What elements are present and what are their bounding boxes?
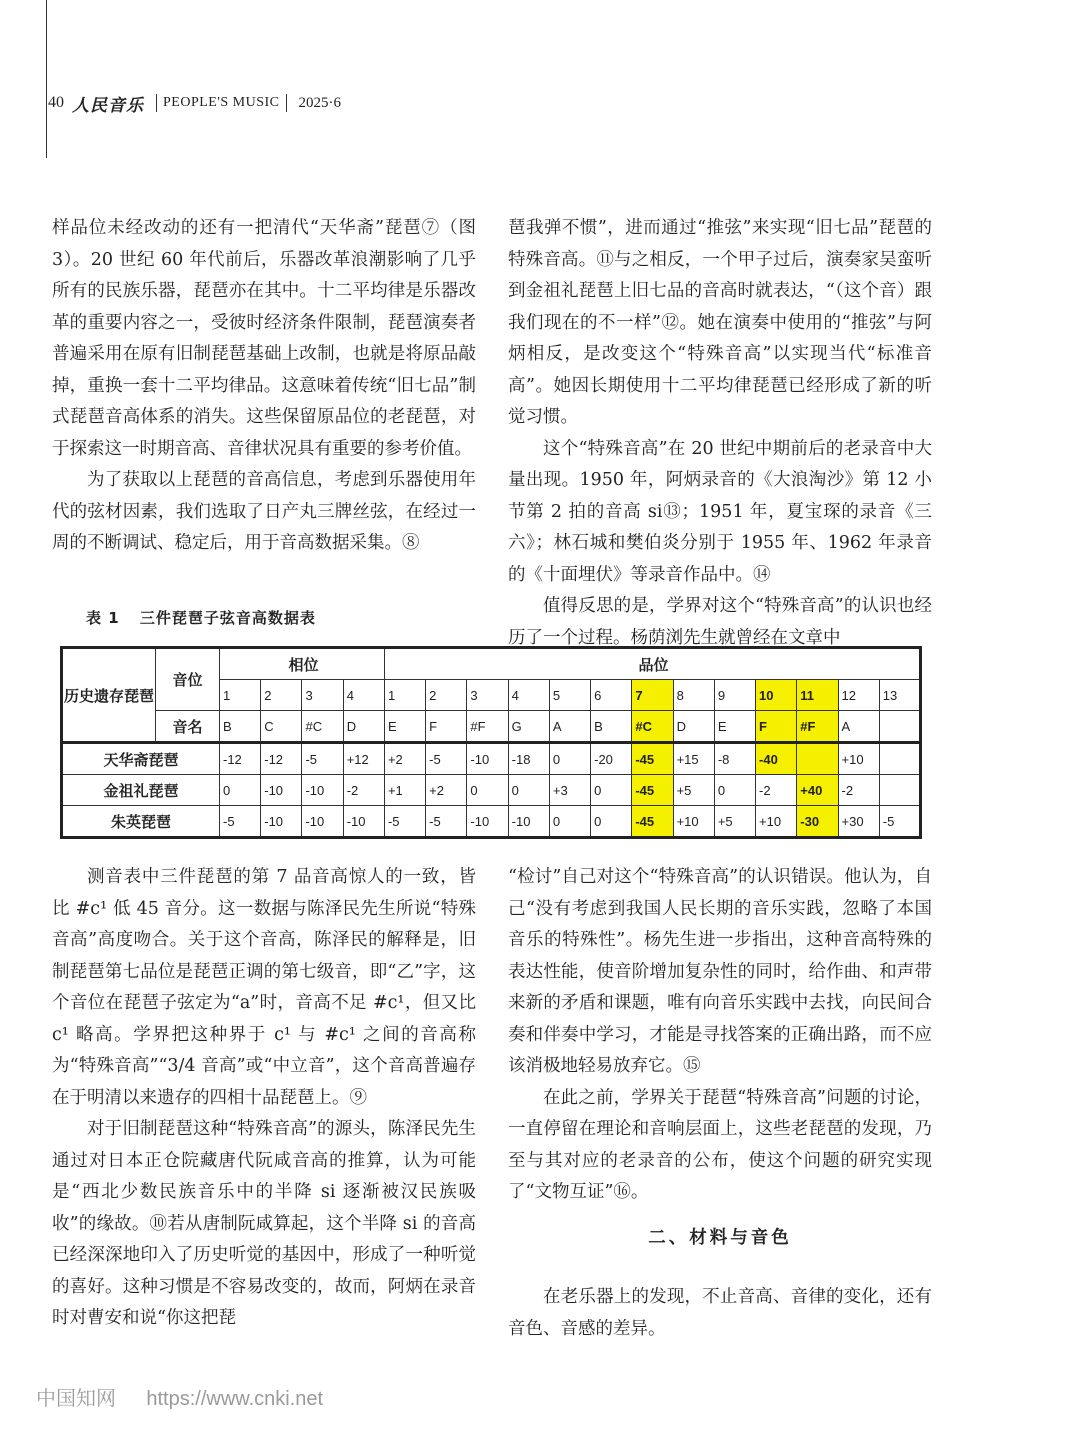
pitch-deviation-cell: 0	[220, 775, 261, 806]
pitch-deviation-cell: -10	[261, 806, 302, 838]
pitch-deviation-cell: -10	[343, 806, 384, 838]
pitch-deviation-cell: +40	[797, 775, 838, 806]
right-column-top	[508, 213, 932, 654]
watermark-footer	[36, 1382, 323, 1411]
note-name-cell: #C	[302, 711, 343, 743]
table-row	[62, 806, 921, 838]
pitch-deviation-cell: 0	[591, 806, 632, 838]
yinming-label: 音名	[156, 711, 220, 743]
page-number: 40	[48, 94, 64, 111]
paragraph: “检讨”自己对这个“特殊音高”的认识错误。他认为，自己“没有考虑到我国人民长期的音乐实践，忽略了本国音乐的特殊性”。杨先生进一步指出，这种音高特殊的表达性能，使音阶增加复杂性的同时，给作曲、和声带来新的矛盾和课题，唯有向音乐实践中去找，向民间合奏和伴奏中学习，才能是寻找答案的正确出路，而不应该消极地轻易放弃它。⑮	[508, 867, 932, 1076]
header-divider	[156, 94, 157, 112]
pitch-deviation-cell: +2	[384, 743, 425, 775]
pitch-deviation-cell: -10	[467, 743, 508, 775]
pitch-deviation-cell: 0	[591, 775, 632, 806]
pitch-deviation-cell	[797, 743, 838, 775]
note-name-cell: #C	[632, 711, 673, 743]
pitch-deviation-cell	[879, 743, 920, 775]
left-column-top	[52, 213, 476, 560]
position-cell: 11	[797, 680, 838, 711]
pitch-deviation-cell: -20	[591, 743, 632, 775]
pitch-deviation-cell: -2	[756, 775, 797, 806]
group-pinwei: 品位	[384, 648, 920, 680]
note-name-cell: B	[220, 711, 261, 743]
pitch-deviation-cell: -10	[261, 775, 302, 806]
pitch-deviation-cell: +2	[426, 775, 467, 806]
position-cell: 7	[632, 680, 673, 711]
note-name-cell: #F	[797, 711, 838, 743]
left-column-bottom	[52, 862, 476, 1335]
right-column-bottom	[508, 862, 932, 1209]
group-xiangwei: 相位	[220, 648, 385, 680]
margin-rule	[46, 0, 47, 158]
pitch-deviation-cell: 0	[508, 775, 549, 806]
paragraph: 样品位未经改动的还有一把清代“天华斋”琵琶⑦（图 3）。20 世纪 60 年代前后，乐器改革浪潮影响了几乎所有的民族乐器，琵琶亦在其中。十二平均律是乐器改革的重要内容之一，受彼时经济条件限制，琵琶演奏者普遍采用在原有旧制琵琶基础上改制，也就是将原品敲掉，重换一套十二平均律品。这意味着传统“旧七品”制式琵琶音高体系的消失。这些保留原品位的老琵琶，对于探索这一时期音高、音律状况具有重要的参考价值。	[52, 218, 476, 459]
pitch-deviation-cell: -5	[426, 806, 467, 838]
pitch-deviation-cell: -45	[632, 806, 673, 838]
paragraph: 对于旧制琵琶这种“特殊音高”的源头，陈泽民先生通过对日本正仓院藏唐代阮咸音高的推算，认为可能是“西北少数民族音乐中的半降 si 逐渐被汉民族吸收”的缘故。⑩若从唐制阮咸算起，这个半降 si 的音高已经深深地印入了历史听觉的基因中，形成了一种听觉的喜好。这种习惯是不容易改变的，故而，阿炳在录音时对曹安和说“你这把琵	[52, 1119, 476, 1328]
pitch-deviation-cell: -5	[426, 743, 467, 775]
position-cell: 2	[261, 680, 302, 711]
pitch-deviation-cell: 0	[714, 775, 755, 806]
pitch-deviation-cell: 0	[549, 743, 590, 775]
journal-title-en: PEOPLE'S MUSIC	[163, 95, 280, 110]
note-name-cell: E	[384, 711, 425, 743]
note-name-cell: D	[343, 711, 384, 743]
pitch-deviation-cell: -10	[302, 806, 343, 838]
pitch-deviation-cell: -45	[632, 775, 673, 806]
pitch-deviation-cell	[879, 775, 920, 806]
pitch-deviation-cell: +3	[549, 775, 590, 806]
table-corner-label: 历史遗存琵琶	[62, 648, 156, 743]
pitch-deviation-cell: -18	[508, 743, 549, 775]
site-name: 中国知网	[36, 1386, 116, 1410]
table-row	[62, 743, 921, 775]
note-name-cell: E	[714, 711, 755, 743]
paragraph: 为了获取以上琵琶的音高信息，考虑到乐器使用年代的弦材因素，我们选取了日产丸三牌丝弦，在经过一周的不断调试、稳定后，用于音高数据采集。⑧	[52, 470, 476, 553]
pitch-deviation-cell: -30	[797, 806, 838, 838]
note-name-cell: B	[591, 711, 632, 743]
position-cell: 4	[343, 680, 384, 711]
pitch-deviation-cell: 0	[549, 806, 590, 838]
position-cell: 12	[838, 680, 879, 711]
pitch-deviation-cell: +30	[838, 806, 879, 838]
note-name-cell: G	[508, 711, 549, 743]
pitch-deviation-cell: -12	[220, 743, 261, 775]
position-cell: 3	[467, 680, 508, 711]
position-cell: 9	[714, 680, 755, 711]
position-cell: 5	[549, 680, 590, 711]
pitch-deviation-cell: -40	[756, 743, 797, 775]
position-cell: 1	[384, 680, 425, 711]
position-cell: 6	[591, 680, 632, 711]
instrument-name: 天华斋琵琶	[62, 743, 220, 775]
pitch-data-table	[60, 646, 922, 839]
position-cell: 4	[508, 680, 549, 711]
note-name-cell	[879, 711, 920, 743]
pitch-deviation-cell: -5	[220, 806, 261, 838]
note-name-cell: C	[261, 711, 302, 743]
pitch-deviation-cell: -5	[879, 806, 920, 838]
note-name-cell: F	[756, 711, 797, 743]
note-name-cell: A	[549, 711, 590, 743]
instrument-name: 金祖礼琵琶	[62, 775, 220, 806]
pitch-deviation-cell: -10	[467, 806, 508, 838]
table-number: 表 1	[86, 609, 120, 627]
yinwei-label: 音位	[156, 648, 220, 711]
pitch-deviation-cell: +10	[673, 806, 714, 838]
pitch-deviation-cell: +10	[756, 806, 797, 838]
table-caption	[86, 607, 330, 628]
issue-number: 2025·6	[298, 94, 341, 111]
position-cell: 13	[879, 680, 920, 711]
paragraph: 在此之前，学界关于琵琶“特殊音高”问题的讨论，一直停留在理论和音响层面上，这些老琵琶的发现，乃至与其对应的老录音的公布，使这个问题的研究实现了“文物互证”⑯。	[508, 1087, 932, 1202]
pitch-deviation-cell: -8	[714, 743, 755, 775]
position-cell: 3	[302, 680, 343, 711]
table-title: 三件琵琶子弦音高数据表	[139, 609, 316, 627]
note-name-cell: D	[673, 711, 714, 743]
pitch-deviation-cell: -2	[343, 775, 384, 806]
right-column-last	[508, 1282, 932, 1345]
paragraph: 值得反思的是，学界对这个“特殊音高”的认识也经历了一个过程。杨荫浏先生就曾经在文章中	[508, 596, 932, 648]
pitch-deviation-cell: 0	[467, 775, 508, 806]
position-cell: 1	[220, 680, 261, 711]
pitch-deviation-cell: -10	[508, 806, 549, 838]
note-name-cell: A	[838, 711, 879, 743]
pitch-deviation-cell: -5	[384, 806, 425, 838]
position-cell: 2	[426, 680, 467, 711]
site-url: https://www.cnki.net	[146, 1388, 324, 1410]
pitch-deviation-cell: -12	[261, 743, 302, 775]
pitch-deviation-cell: +12	[343, 743, 384, 775]
running-header	[48, 90, 341, 116]
header-divider	[286, 94, 287, 112]
pitch-deviation-cell: -2	[838, 775, 879, 806]
section-heading: 二、材料与音色	[648, 1228, 792, 1248]
pitch-deviation-cell: -10	[302, 775, 343, 806]
note-name-cell: #F	[467, 711, 508, 743]
note-name-cell: F	[426, 711, 467, 743]
journal-logo-cn: 人民音乐	[72, 95, 144, 116]
instrument-name: 朱英琵琶	[62, 806, 220, 838]
pitch-deviation-cell: +5	[673, 775, 714, 806]
pitch-deviation-cell: -45	[632, 743, 673, 775]
pitch-deviation-cell: +1	[384, 775, 425, 806]
table-row	[62, 775, 921, 806]
pitch-deviation-cell: -5	[302, 743, 343, 775]
position-cell: 8	[673, 680, 714, 711]
pitch-deviation-cell: +5	[714, 806, 755, 838]
pitch-deviation-cell: +15	[673, 743, 714, 775]
paragraph: 在老乐器上的发现，不止音高、音律的变化，还有音色、音感的差异。	[508, 1287, 932, 1339]
paragraph: 测音表中三件琵琶的第 7 品音高惊人的一致，皆比 #c¹ 低 45 音分。这一数据与陈泽民先生所说“特殊音高”高度吻合。关于这个音高，陈泽民的解释是，旧制琵琶第七品位是琵琶正调的第七级音，即“乙”字，这个音位在琵琶子弦定为“a”时，音高不足 #c¹，但又比 c¹ 略高。学界把这种界于 c¹ 与 #c¹ 之间的音高称为“特殊音高”“3/4 音高”或“中立音”，这个音高普遍存在于明清以来遗存的四相十品琵琶上。⑨	[52, 867, 476, 1108]
position-cell: 10	[756, 680, 797, 711]
paragraph: 这个“特殊音高”在 20 世纪中期前后的老录音中大量出现。1950 年，阿炳录音的《大浪淘沙》第 12 小节第 2 拍的音高 si⑬；1951 年，夏宝琛的录音《三六》；林石城和樊伯炎分别于 1955 年、1962 年录音的《十面埋伏》等录音作品中。⑭	[508, 438, 932, 585]
pitch-deviation-cell: +10	[838, 743, 879, 775]
paragraph: 琶我弹不惯”，进而通过“推弦”来实现“旧七品”琵琶的特殊音高。⑪与之相反，一个甲子过后，演奏家吴蛮听到金祖礼琵琶上旧七品的音高时就表达，“（这个音）跟我们现在的不一样”⑫。她在演奏中使用的“推弦”与阿炳相反，是改变这个“特殊音高”以实现当代“标准音高”。她因长期使用十二平均律琵琶已经形成了新的听觉习惯。	[508, 218, 932, 427]
